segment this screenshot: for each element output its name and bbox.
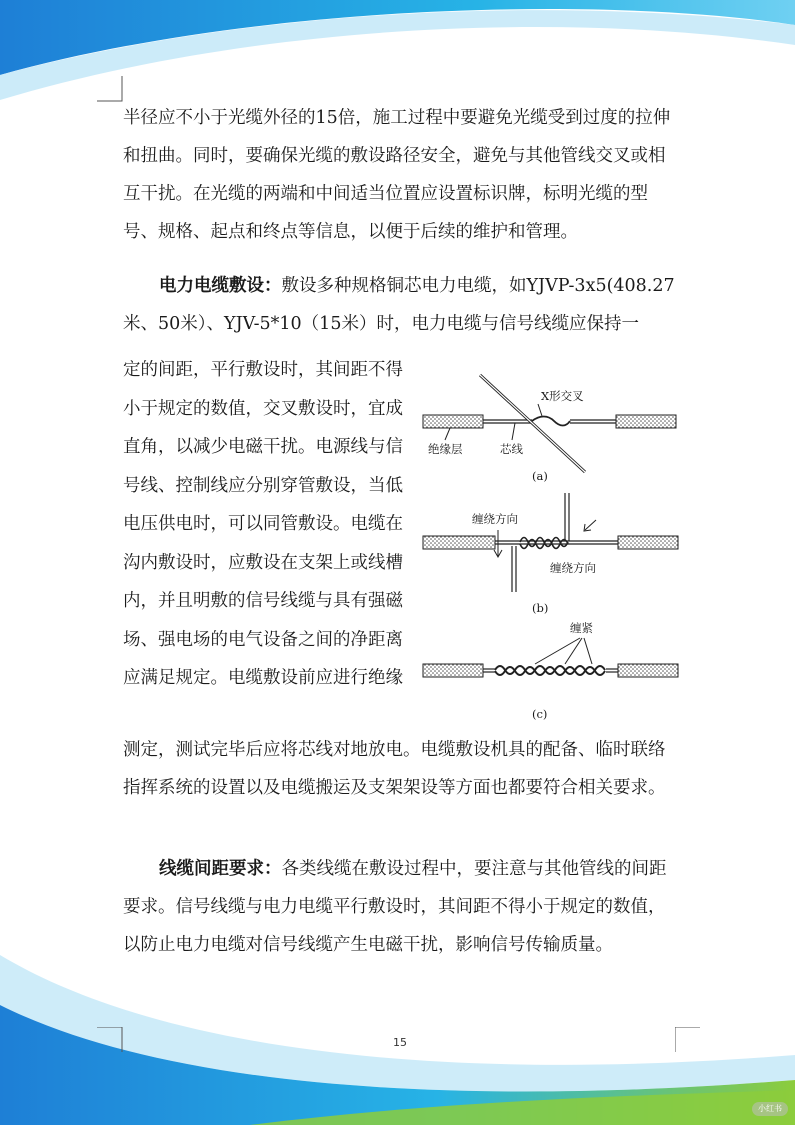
label-x-cross: X形交叉 xyxy=(541,389,584,403)
figure-a-x-cross xyxy=(423,375,676,483)
heading-power-cable: 电力电缆敷设： xyxy=(159,276,282,296)
paragraph-wrap-text: 定的间距，平行敷设时，其间距不得小于规定的数值，交叉敷设时，宜成直角，以减少电磁干扰。电源线与信号线、控制线应分别穿管敷设，当低电压供电时，可以同管敷设。电缆在沟内敷设时，应敷设在支架上或线槽内，并且明敷的信号线缆与具有强磁场、强电场的电气设备之间的净距离应满足规定。电缆敷设前应进行绝缘 xyxy=(123,360,403,688)
watermark-badge: 小红书 xyxy=(752,1102,788,1116)
heading-cable-spacing: 线缆间距要求： xyxy=(159,859,282,879)
caption-c: (c) xyxy=(532,707,548,721)
label-twist-direction-1: 缠绕方向 xyxy=(472,512,518,526)
wire-joint-figure xyxy=(420,360,682,730)
page-number: 15 xyxy=(393,1036,407,1049)
label-twist-direction-2: 缠绕方向 xyxy=(550,561,596,575)
paragraph-power-cable-body: 敷设多种规格铜芯电力电缆，如YJVP-3x5(408.27米、50米）、YJV-5*10（15米）时，电力电缆与信号线缆应保持一 xyxy=(123,276,675,334)
figure-b-twisting xyxy=(423,493,678,615)
caption-b: (b) xyxy=(532,601,549,615)
label-tighten: 缠紧 xyxy=(570,621,593,635)
label-insulation: 绝缘层 xyxy=(428,442,463,456)
paragraph-power-cable xyxy=(123,267,678,343)
paragraph-fiber-optic: 半径应不小于光缆外径的15倍，施工过程中要避免光缆受到过度的拉伸和扭曲。同时，要确保光缆的敷设路径安全，避免与其他管线交叉或相互干扰。在光缆的两端和中间适当位置应设置标识牌，标明光缆的型号、规格、起点和终点等信息，以便于后续的维护和管理。 xyxy=(123,108,671,242)
paragraph-cable-spacing-body: 各类线缆在敷设过程中，要注意与其他管线的间距要求。信号线缆与电力电缆平行敷设时，其间距不得小于规定的数值，以防止电力电缆对信号线缆产生电磁干扰，影响信号传输质量。 xyxy=(123,859,667,955)
label-core-wire: 芯线 xyxy=(500,442,523,456)
paragraph-insulation-test: 测定，测试完毕后应将芯线对地放电。电缆敷设机具的配备、临时联络指挥系统的设置以及电缆搬运及支架架设等方面也都要符合相关要求。 xyxy=(123,740,666,798)
paragraph-cable-spacing xyxy=(123,850,678,964)
figure-c-tightening xyxy=(423,621,678,721)
caption-a: (a) xyxy=(532,469,548,483)
